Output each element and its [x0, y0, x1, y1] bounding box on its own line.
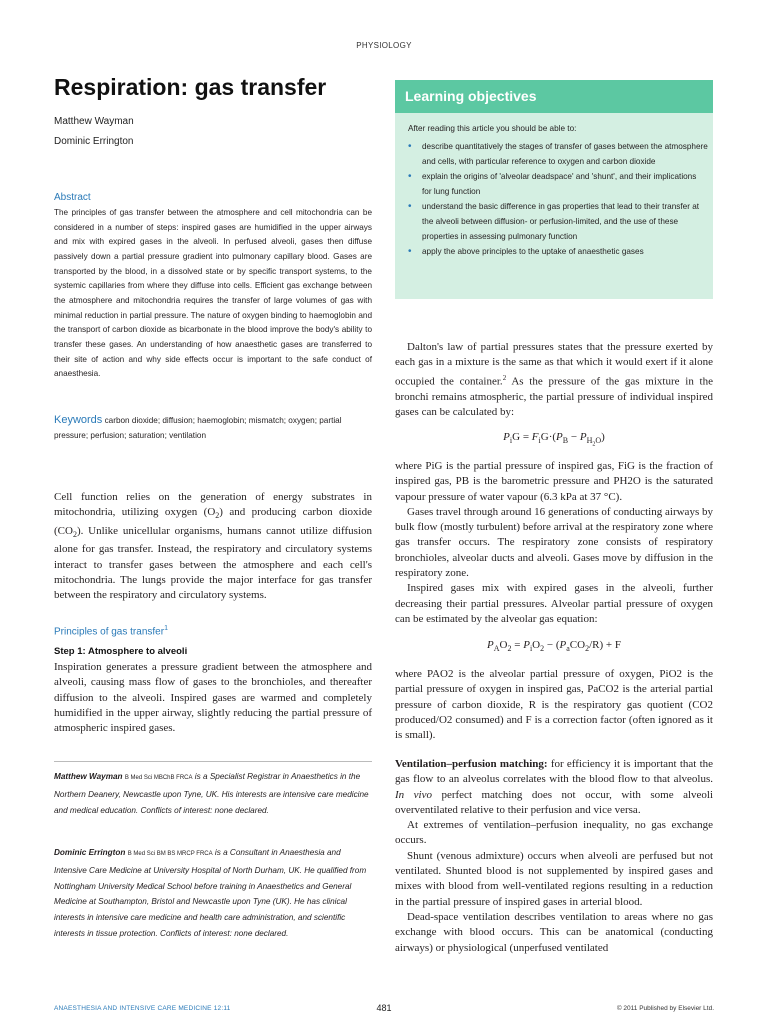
equation-alveolar-gas: $P_AO_2 = P_iO_2 - (P_aCO_2/R) + F$	[487, 639, 621, 654]
extremes-paragraph: At extremes of ventilation–perfusion inequality, no gas exchange occurs.	[395, 819, 713, 847]
keywords-label: Keywords	[54, 414, 103, 426]
vq-paragraph: Ventilation–perfusion matching: for efficiency it is important that the gas flow to an alveolus correlates with the blood flow to that alveolus. In vivo perfect matching does not occur, with some alveoli overventilated relative to their perfusion and vice versa.	[395, 758, 714, 816]
intro-paragraph: Cell function relies on the generation of energy substrates in mitochondria, utilizing oxygen $(O_2)$ and producing carbon dioxide $(CO_2)$. Unlike unicellular organisms, humans cannot utilize diffusion alone for gas transfer. Instead, the respiratory and circulatory systems interact to transfer gases between the atmosphere and each cell's mitochondria. The lungs provide the major interface for gas transfer between the respiratory and circulatory systems.	[54, 491, 372, 602]
divider	[54, 761, 372, 762]
deadspace-paragraph: Dead-space ventilation describes ventilation to areas where no gas exchange with blood occurs. This can be anatomical (conducting airways) or physiological (unperfused ventilated	[395, 910, 713, 954]
author-name: Dominic Errington	[54, 136, 134, 147]
vq-section	[395, 757, 713, 956]
where-paragraph: where PiG is the partial pressure of inspired gas, FiG is the fraction of inspired gas, PB is the barometric pressure and PH2O is the saturated vapour pressure of water vapour (6.3 kPa at 37 °C).	[395, 460, 713, 503]
objective-item: • apply the above principles to the uptake of anaesthetic gases	[408, 244, 708, 259]
equation-inspired-partial-pressure: $P_iG = F_iG\cdot(P_B - P_{H_2O})$	[503, 431, 605, 448]
shunt-paragraph: Shunt (venous admixture) occurs when alveoli are perfused but not ventilated. Shunted blood is not supplemented by inspired gases and mixes with blood from well-ventilated regions resulting in a reduction in the partial pressure of inspired gases in arterial blood.	[395, 849, 713, 908]
learning-objectives-list	[408, 139, 708, 259]
footer-copyright: © 2011 Published by Elsevier Ltd.	[616, 1005, 714, 1012]
objective-item: • describe quantitatively the stages of transfer of gases between the atmosphere and cells, with particular reference to oxygen and carbon dioxide	[408, 139, 708, 169]
inspired-paragraph: Inspired gases mix with expired gases in the alveoli, further decreasing their partial pressures. Alveolar partial pressure of oxygen can be estimated by the alveolar gas equation:	[395, 582, 713, 625]
author-bio: Dominic Errington B Med Sci BM BS MRCP FRCA is a Consultant in Anaesthesia and Intensive Care Medicine at University Hospital of North Durham, UK. He qualified from Nottingham University Medical School before training in Anaesthetics and General Medicine at Southampton, Bristol and Newcastle upon Tyne (UK). He has clinical interests in intensive care medicine and health care administration, and scientific interests in tissue protection. Conflicts of interest: none declared.	[54, 848, 367, 938]
section-header: PHYSIOLOGY	[356, 41, 412, 50]
principles-heading: Principles of gas transfer$^1$	[54, 625, 168, 638]
learning-objectives-intro: After reading this article you should be able to:	[408, 124, 577, 133]
keywords-text: carbon dioxide; diffusion; haemoglobin; mismatch; oxygen; partial pressure; perfusion; saturation; ventilation	[54, 416, 342, 440]
article-title: Respiration: gas transfer	[54, 74, 327, 100]
footer-journal: ANAESTHESIA AND INTENSIVE CARE MEDICINE 12:11	[54, 1005, 231, 1012]
page-number: 481	[376, 1003, 392, 1013]
where2-paragraph: where PAO2 is the alveolar partial pressure of oxygen, PiO2 is the partial pressure of oxygen in inspired gas, PaCO2 is the arterial partial pressure of carbon dioxide, R is the respiratory gas quotient (CO2 produced/O2 consumed) and F is a correction factor (often ignored as it is small).	[395, 668, 713, 742]
step1-heading: Step 1: Atmosphere to alveoli	[54, 646, 188, 657]
author-bio: Matthew Wayman B Med Sci MBChB FRCA is a Specialist Registrar in Anaesthetics in the Northern Deanery, Newcastle upon Tyne, UK. His interests are intensive care medicine and medical education. Conflicts of interest: none declared.	[54, 772, 369, 815]
abstract-text: The principles of gas transfer between the atmosphere and cell mitochondria can be considered in a number of steps: inspired gases are humidified in the upper airways and mix with expired gases in the alveoli. In perfused alveoli, gases then diffuse passively down a partial pressure gradient into pulmonary capillary blood. Gases are transported by the blood, in a dissolved state or by specific transport systems, to the systemic capillaries from where they diffuse into cells. Efficient gas exchange between the atmosphere and mitochondria requires the transfer of large volumes of gas with minimal reduction in partial pressure. The nature of oxygen binding to haemoglobin and the transport of carbon dioxide as bicarbonate in the blood improve the body's ability to transfer these gases. An understanding of how anaesthetic gases are transferred to their site of action and why side effects occur is important to the safe conduct of anaesthesia.	[54, 208, 372, 379]
learning-objectives-title: Learning objectives	[395, 80, 713, 113]
keywords	[54, 413, 372, 443]
step1-paragraph: Inspiration generates a pressure gradient between the atmosphere and alveoli, causing mass flow of gases to the bronchioles, and thereafter diffusion to the alveoli. Inspired gases are warmed and completely humidified in the upper airway, slightly reducing the partial pressure of atmospheric inspired gases.	[54, 661, 372, 735]
learning-objectives-box	[395, 80, 713, 299]
gases-paragraph: Gases travel through around 16 generations of conducting airways by bulk flow (mostly turbulent) before arrival at the respiratory zone where gas transfer occurs. The respiratory zone consists of respiratory bronchioles, alveolar ducts and alveoli. Gases move by diffusion in the respiratory zone.	[395, 505, 713, 580]
abstract-heading: Abstract	[54, 192, 91, 203]
dalton-paragraph: Dalton's law of partial pressures states that the pressure exerted by each gas in a mixture is the same as that which it would exert if it alone occupied the container.$^2$ As the pressure of the gas mixture in the bronchi remains atmospheric, the partial pressure of individual inspired gases can be calculated by:	[395, 341, 713, 418]
gas-transfer-paragraphs	[395, 459, 713, 627]
objective-item: • explain the origins of 'alveolar deadspace' and 'shunt', and their implications for lung function	[408, 169, 708, 199]
objective-item: • understand the basic difference in gas properties that lead to their transfer at the alveoli between diffusion- or perfusion-limited, and the use of these properties in assessing pulmonary function	[408, 199, 708, 244]
author-name: Matthew Wayman	[54, 116, 134, 127]
